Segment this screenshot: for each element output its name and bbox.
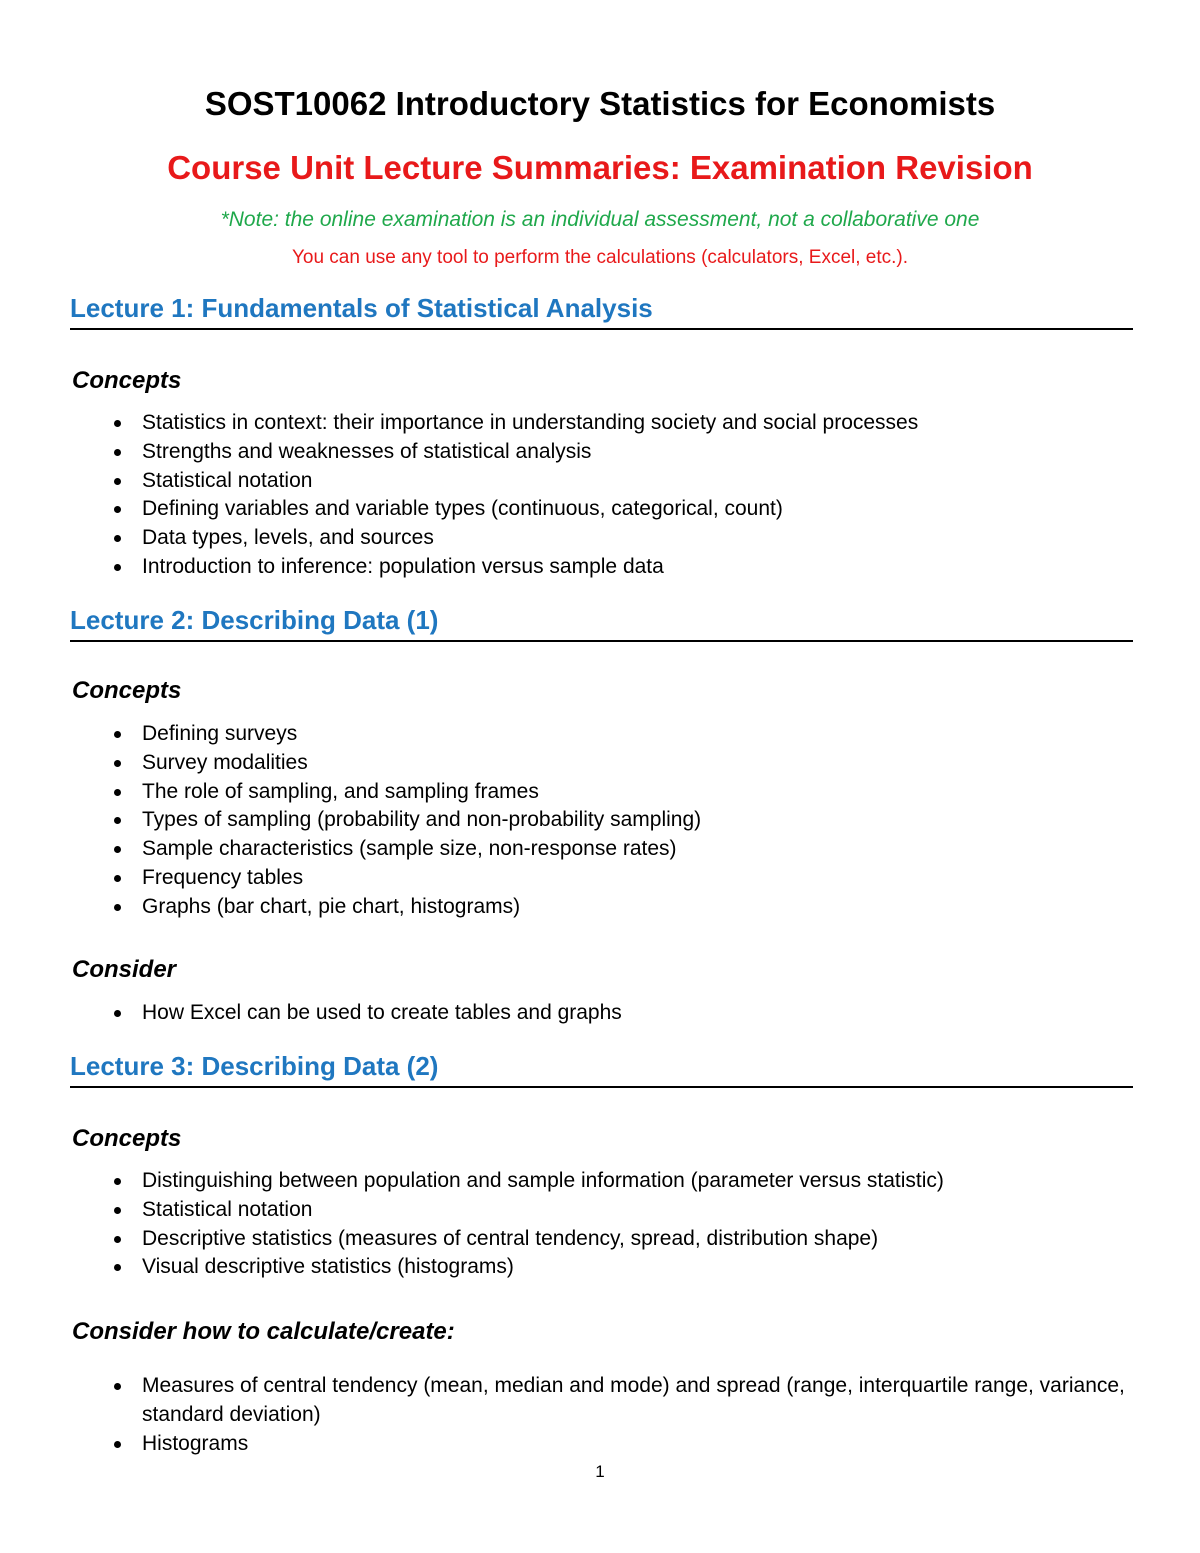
lecture-1-concepts-heading: Concepts [72,367,182,394]
lecture-2-concepts-heading: Concepts [72,677,182,704]
lecture-2-concepts-list [0,720,1140,922]
list-item: Strengths and weaknesses of statistical analysis [0,438,1140,467]
lecture-1-concepts-list [0,409,1140,582]
list-item: Graphs (bar chart, pie chart, histograms) [0,893,1140,922]
page-number: 1 [595,1462,605,1481]
list-item: Statistics in context: their importance in understanding society and social processes [0,409,1140,438]
list-item: Types of sampling (probability and non-probability sampling) [0,806,1140,835]
list-item: Statistical notation [0,467,1140,496]
lecture-3-concepts-list [0,1167,1140,1282]
lecture-2-heading: Lecture 2: Describing Data (1) [70,604,1133,642]
document-subtitle: Course Unit Lecture Summaries: Examination Revision [167,149,1033,186]
lecture-3-consider-heading: Consider how to calculate/create: [72,1318,455,1345]
list-item: Statistical notation [0,1196,1140,1225]
list-item: Measures of central tendency (mean, median and mode) and spread (range, interquartile range, variance, standard deviation) [0,1372,1140,1430]
lecture-2-consider-list [0,999,1140,1028]
lecture-3-consider-list [0,1372,1140,1458]
document-title: SOST10062 Introductory Statistics for Economists [204,85,996,122]
list-item: Frequency tables [0,864,1140,893]
lecture-2-consider-heading: Consider [72,956,177,983]
list-item: Survey modalities [0,749,1140,778]
list-item: How Excel can be used to create tables and graphs [0,999,1140,1028]
lecture-3-heading: Lecture 3: Describing Data (2) [70,1050,1133,1088]
list-item: Data types, levels, and sources [0,524,1140,553]
lecture-1-heading: Lecture 1: Fundamentals of Statistical Analysis [70,292,1133,330]
list-item: Descriptive statistics (measures of central tendency, spread, distribution shape) [0,1225,1140,1254]
exam-note: *Note: the online examination is an individual assessment, not a collaborative one [220,208,980,231]
list-item: Introduction to inference: population versus sample data [0,553,1140,582]
list-item: Distinguishing between population and sample information (parameter versus statistic) [0,1167,1140,1196]
list-item: Visual descriptive statistics (histograms) [0,1253,1140,1282]
list-item: Defining surveys [0,720,1140,749]
tools-note: You can use any tool to perform the calculations (calculators, Excel, etc.). [291,247,909,268]
list-item: Sample characteristics (sample size, non-response rates) [0,835,1140,864]
list-item: Defining variables and variable types (continuous, categorical, count) [0,495,1140,524]
list-item: Histograms [0,1430,1140,1459]
list-item: The role of sampling, and sampling frames [0,778,1140,807]
lecture-3-concepts-heading: Concepts [72,1125,182,1152]
